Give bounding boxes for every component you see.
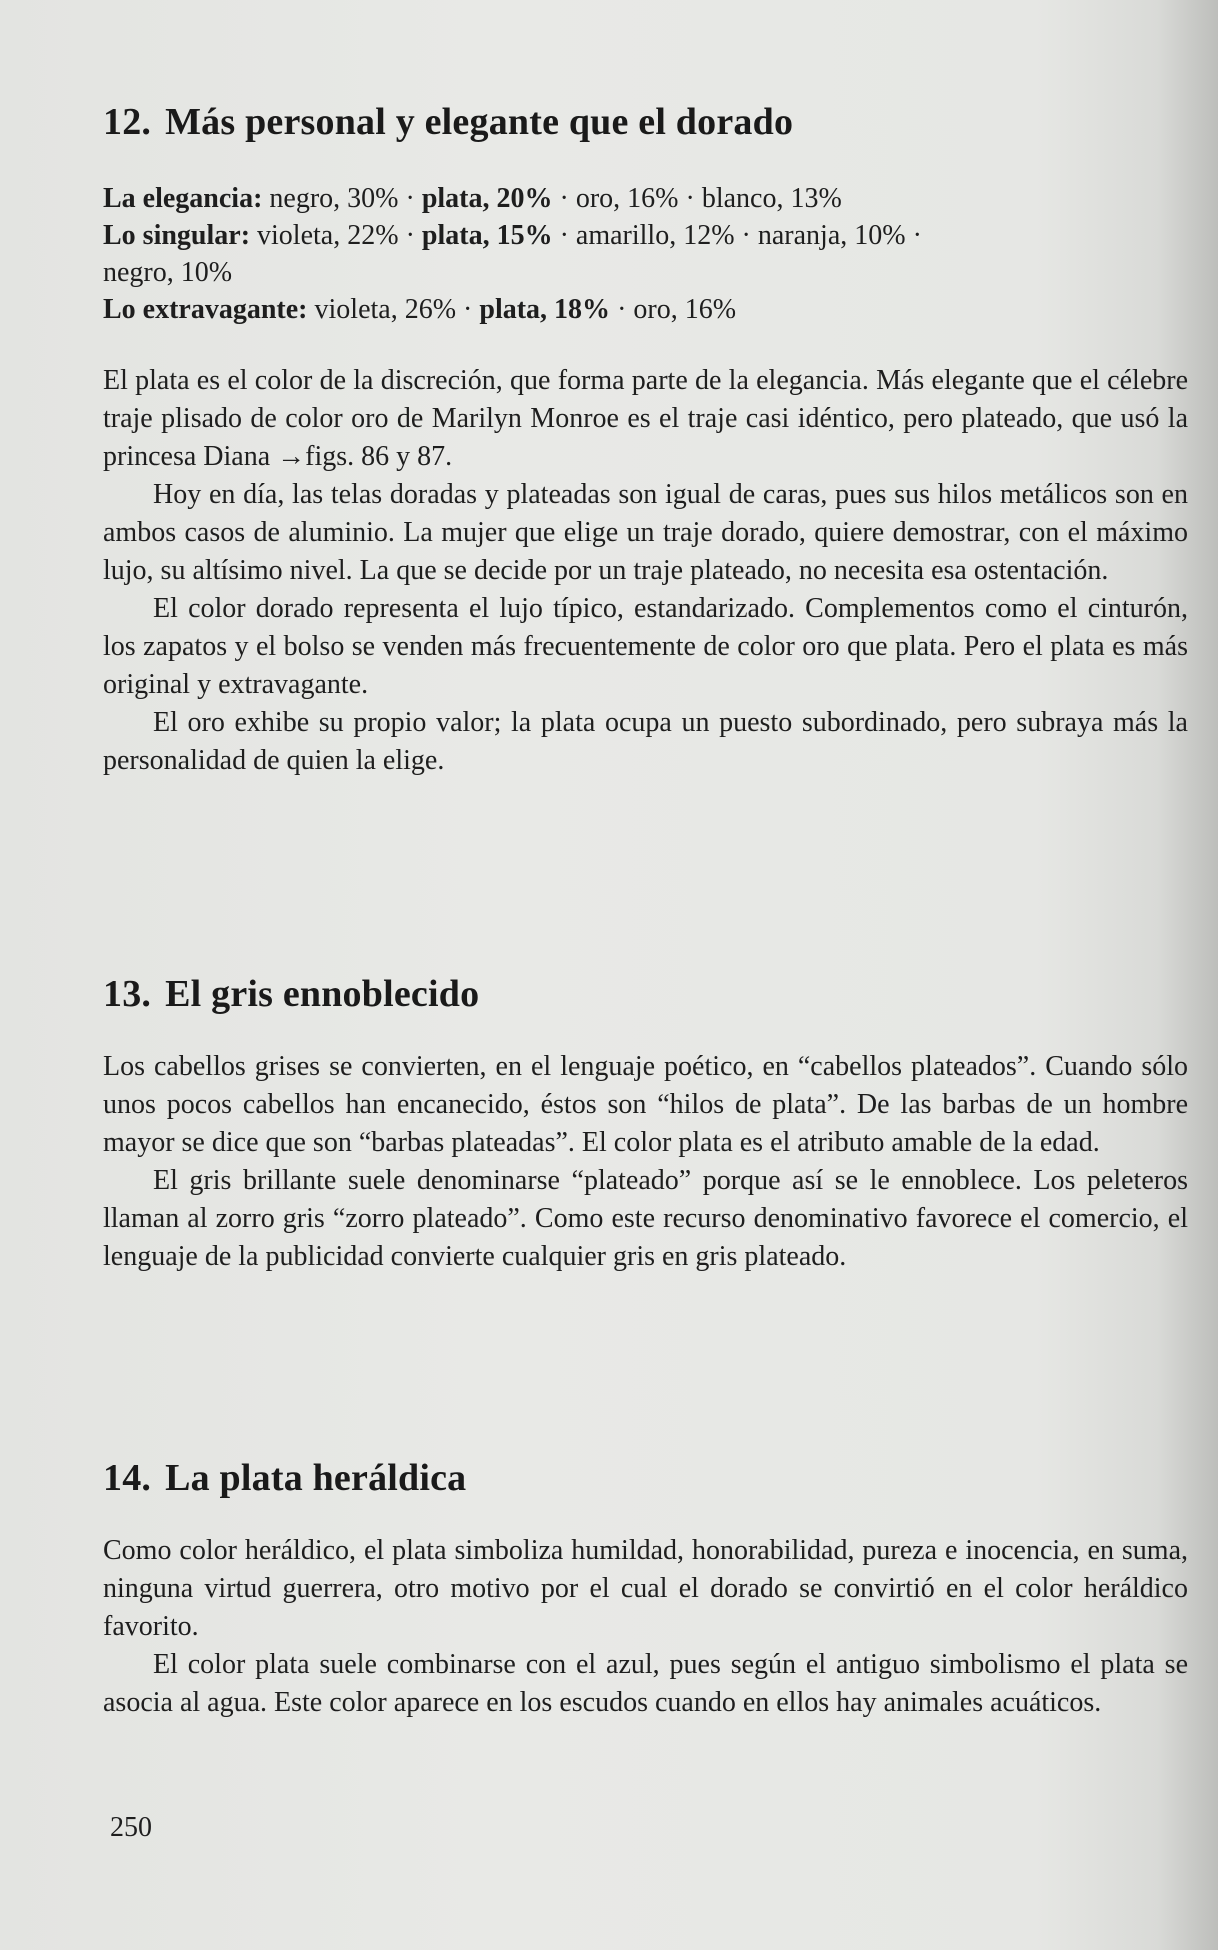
paragraph: Como color heráldico, el plata simboliza humildad, honorabilidad, pureza e inocencia, en suma, ninguna virtud guerrera, otro motivo por el cual el dorado se convirtió en el color heráldico favorito. <box>103 1535 1188 1642</box>
stat-value: amarillo, 12% <box>575 220 735 251</box>
stat-line-extravagante: Lo extravagante: violeta, 26% · plata, 18% · oro, 16% <box>103 294 737 325</box>
stat-value: oro, 16% <box>575 183 679 214</box>
section-14 <box>103 1456 1188 1722</box>
section-heading <box>103 1456 1188 1500</box>
section-number: 12. <box>103 101 152 143</box>
stat-value: violeta, 26% <box>314 294 457 325</box>
paragraph: El gris brillante suele denominarse “plateado” porque así se le ennoblece. Los peleteros llaman al zorro gris “zorro plateado”. Como este recurso denominativo favorece el comercio, el lenguaje de la publicidad convierte cualquier gris en gris plateado. <box>103 1165 1188 1272</box>
paragraph: Los cabellos grises se convierten, en el lenguaje poético, en “cabellos plateados”. Cuando sólo unos pocos cabellos han encanecido, éstos son “hilos de plata”. De las barbas de un hombre mayor se dice que son “barbas plateadas”. El color plata es el atributo amable de la edad. <box>103 1051 1188 1158</box>
paragraph: El oro exhibe su propio valor; la plata ocupa un puesto subordinado, pero subraya más la personalidad de quien la elige. <box>103 707 1188 776</box>
section-12 <box>103 100 1188 780</box>
paragraph: El color dorado representa el lujo típico, estandarizado. Complementos como el cinturón, los zapatos y el bolso se venden más frecuentemente de color oro que plata. Pero el plata es más original y extravagante. <box>103 593 1188 700</box>
stat-value: negro, 10% <box>103 257 233 288</box>
stat-value-highlight: plata, 18% <box>479 294 611 325</box>
section-number: 13. <box>103 973 152 1015</box>
paragraph: Hoy en día, las telas doradas y plateadas son igual de caras, pues sus hilos metálicos son en ambos casos de aluminio. La mujer que elige un traje dorado, quiere demostrar, con el máximo lujo, su altísimo nivel. La que se decide por un traje plateado, no necesita esa ostentación. <box>103 479 1188 586</box>
page-number: 250 <box>110 1812 152 1843</box>
paragraph: El plata es el color de la discreción, que forma parte de la elegancia. Más elegante que el célebre traje plisado de color oro de Marilyn Monroe es el traje casi idéntico, pero plateado, que usó la princesa Diana →figs. 86 y 87. <box>103 365 1188 472</box>
stat-value: violeta, 22% <box>257 220 399 251</box>
section-title: El gris ennoblecido <box>165 973 480 1015</box>
stat-value: blanco, 13% <box>701 183 842 214</box>
section-13 <box>103 972 1188 1276</box>
stat-line-singular: Lo singular: violeta, 22% · plata, 15% · amarillo, 12% · naranja, 10% · negro, 10% <box>103 220 922 288</box>
paragraph: El color plata suele combinarse con el azul, pues según el antiguo simbolismo el plata se asocia al agua. Este color aparece en los escudos cuando en ellos hay animales acuáticos. <box>103 1649 1188 1718</box>
section-title: La plata heráldica <box>165 1457 467 1499</box>
section-number: 14. <box>103 1457 152 1499</box>
stat-value-highlight: plata, 15% <box>421 220 553 251</box>
stat-value: oro, 16% <box>633 294 737 325</box>
stat-value: negro, 30% <box>269 183 399 214</box>
section-title: Más personal y elegante que el dorado <box>165 101 794 143</box>
section-heading <box>103 972 1188 1016</box>
stat-label: Lo singular: <box>103 220 251 251</box>
stat-label: Lo extravagante: <box>103 294 308 325</box>
stat-line-elegancia: La elegancia: negro, 30% · plata, 20% · oro, 16% · blanco, 13% <box>103 183 842 214</box>
stat-value-highlight: plata, 20% <box>421 183 553 214</box>
stat-label: La elegancia: <box>103 183 263 214</box>
stat-value: naranja, 10% <box>757 220 906 251</box>
section-heading <box>103 100 1188 144</box>
